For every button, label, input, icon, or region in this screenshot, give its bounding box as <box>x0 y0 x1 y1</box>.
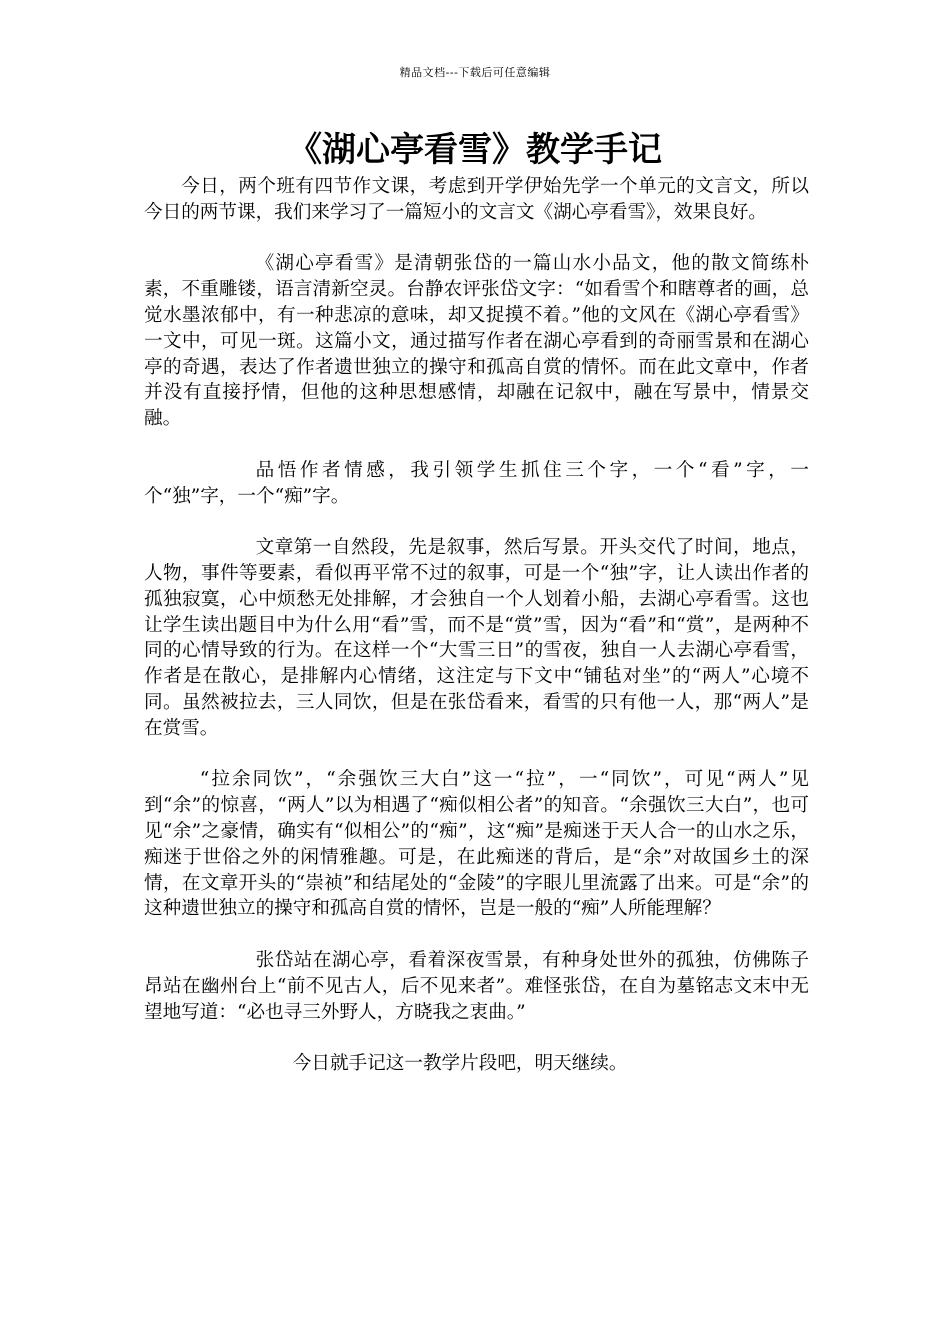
document-body <box>144 174 809 1077</box>
paragraph-loneliness: 张岱站在湖心亭，看着深夜雪景，有种身处世外的孤独，仿佛陈子昂站在幽州台上“前不见古人，后不见来者”。难怪张岱，在自为墓铭志文末中无望地写道：“必也寻三外野人，方晓我之衷曲。” <box>144 949 809 1023</box>
paragraph-three-words: 品悟作者情感，我引领学生抓住三个字，一个“看”字，一个“独”字，一个“痴”字。 <box>144 459 809 507</box>
paragraph-first-section: 文章第一自然段，先是叙事，然后写景。开头交代了时间，地点，人物，事件等要素，看似再平常不过的叙事，可是一个“独”字，让人读出作者的孤独寂寞，心中烦愁无处排解，才会独自一个人划着小船，去湖心亭看雪。这也让学生读出题目中为什么用“看”雪，而不是“赏”雪，因为“看”和“赏”，是两种不同的心情导致的行为。在这样一个“大雪三日”的雪夜，独自一人去湖心亭看雪，作者是在散心，是排解内心情绪，这注定与下文中“铺毡对坐”的“两人”心境不同。虽然被拉去，三人同饮，但是在张岱看来，看雪的只有他一人，那“两人”是在赏雪。 <box>144 537 809 739</box>
paragraph-chi-analysis: “拉余同饮”，“余强饮三大白”这一“拉”，一“同饮”，可见“两人”见到“余”的惊喜，“两人”以为相遇了“痴似相公者”的知音。“余强饮三大白”，也可见“余”之豪情，确实有“似相公”的“痴”，这“痴”是痴迷于天人合一的山水之乐，痴迷于世俗之外的闲情雅趣。可是，在此痴迷的背后，是“余”对故国乡土的深情，在文章开头的“崇祯”和结尾处的“金陵”的字眼儿里流露了出来。可是“余”的这种遗世独立的操守和孤高自赏的情怀，岂是一般的“痴”人所能理解？ <box>144 769 809 920</box>
paragraph-intro: 今日，两个班有四节作文课，考虑到开学伊始先学一个单元的文言文，所以今日的两节课，我们来学习了一篇短小的文言文《湖心亭看雪》，效果良好。 <box>144 176 809 223</box>
page-header: 精品文档---下载后可任意编辑 <box>399 66 551 79</box>
paragraph-closing: 今日就手记这一教学片段吧，明天继续。 <box>292 1053 628 1075</box>
paragraph-background: 《湖心亭看雪》是清朝张岱的一篇山水小品文，他的散文简练朴素，不重雕镂，语言清新空灵。台静农评张岱文字：“如看雪个和瞎尊者的画，总觉水墨浓郁中，有一种悲凉的意味，却又捉摸不着。”他的文风在《湖心亭看雪》一文中，可见一斑。这篇小文，通过描写作者在湖心亭看到的奇丽雪景和在湖心亭的奇遇，表达了作者遗世独立的操守和孤高自赏的情怀。而在此文章中，作者并没有直接抒情，但他的这种思想感情，却融在记叙中，融在写景中，情景交融。 <box>144 253 809 430</box>
document-title: 《湖心亭看雪》教学手记 <box>288 130 662 170</box>
